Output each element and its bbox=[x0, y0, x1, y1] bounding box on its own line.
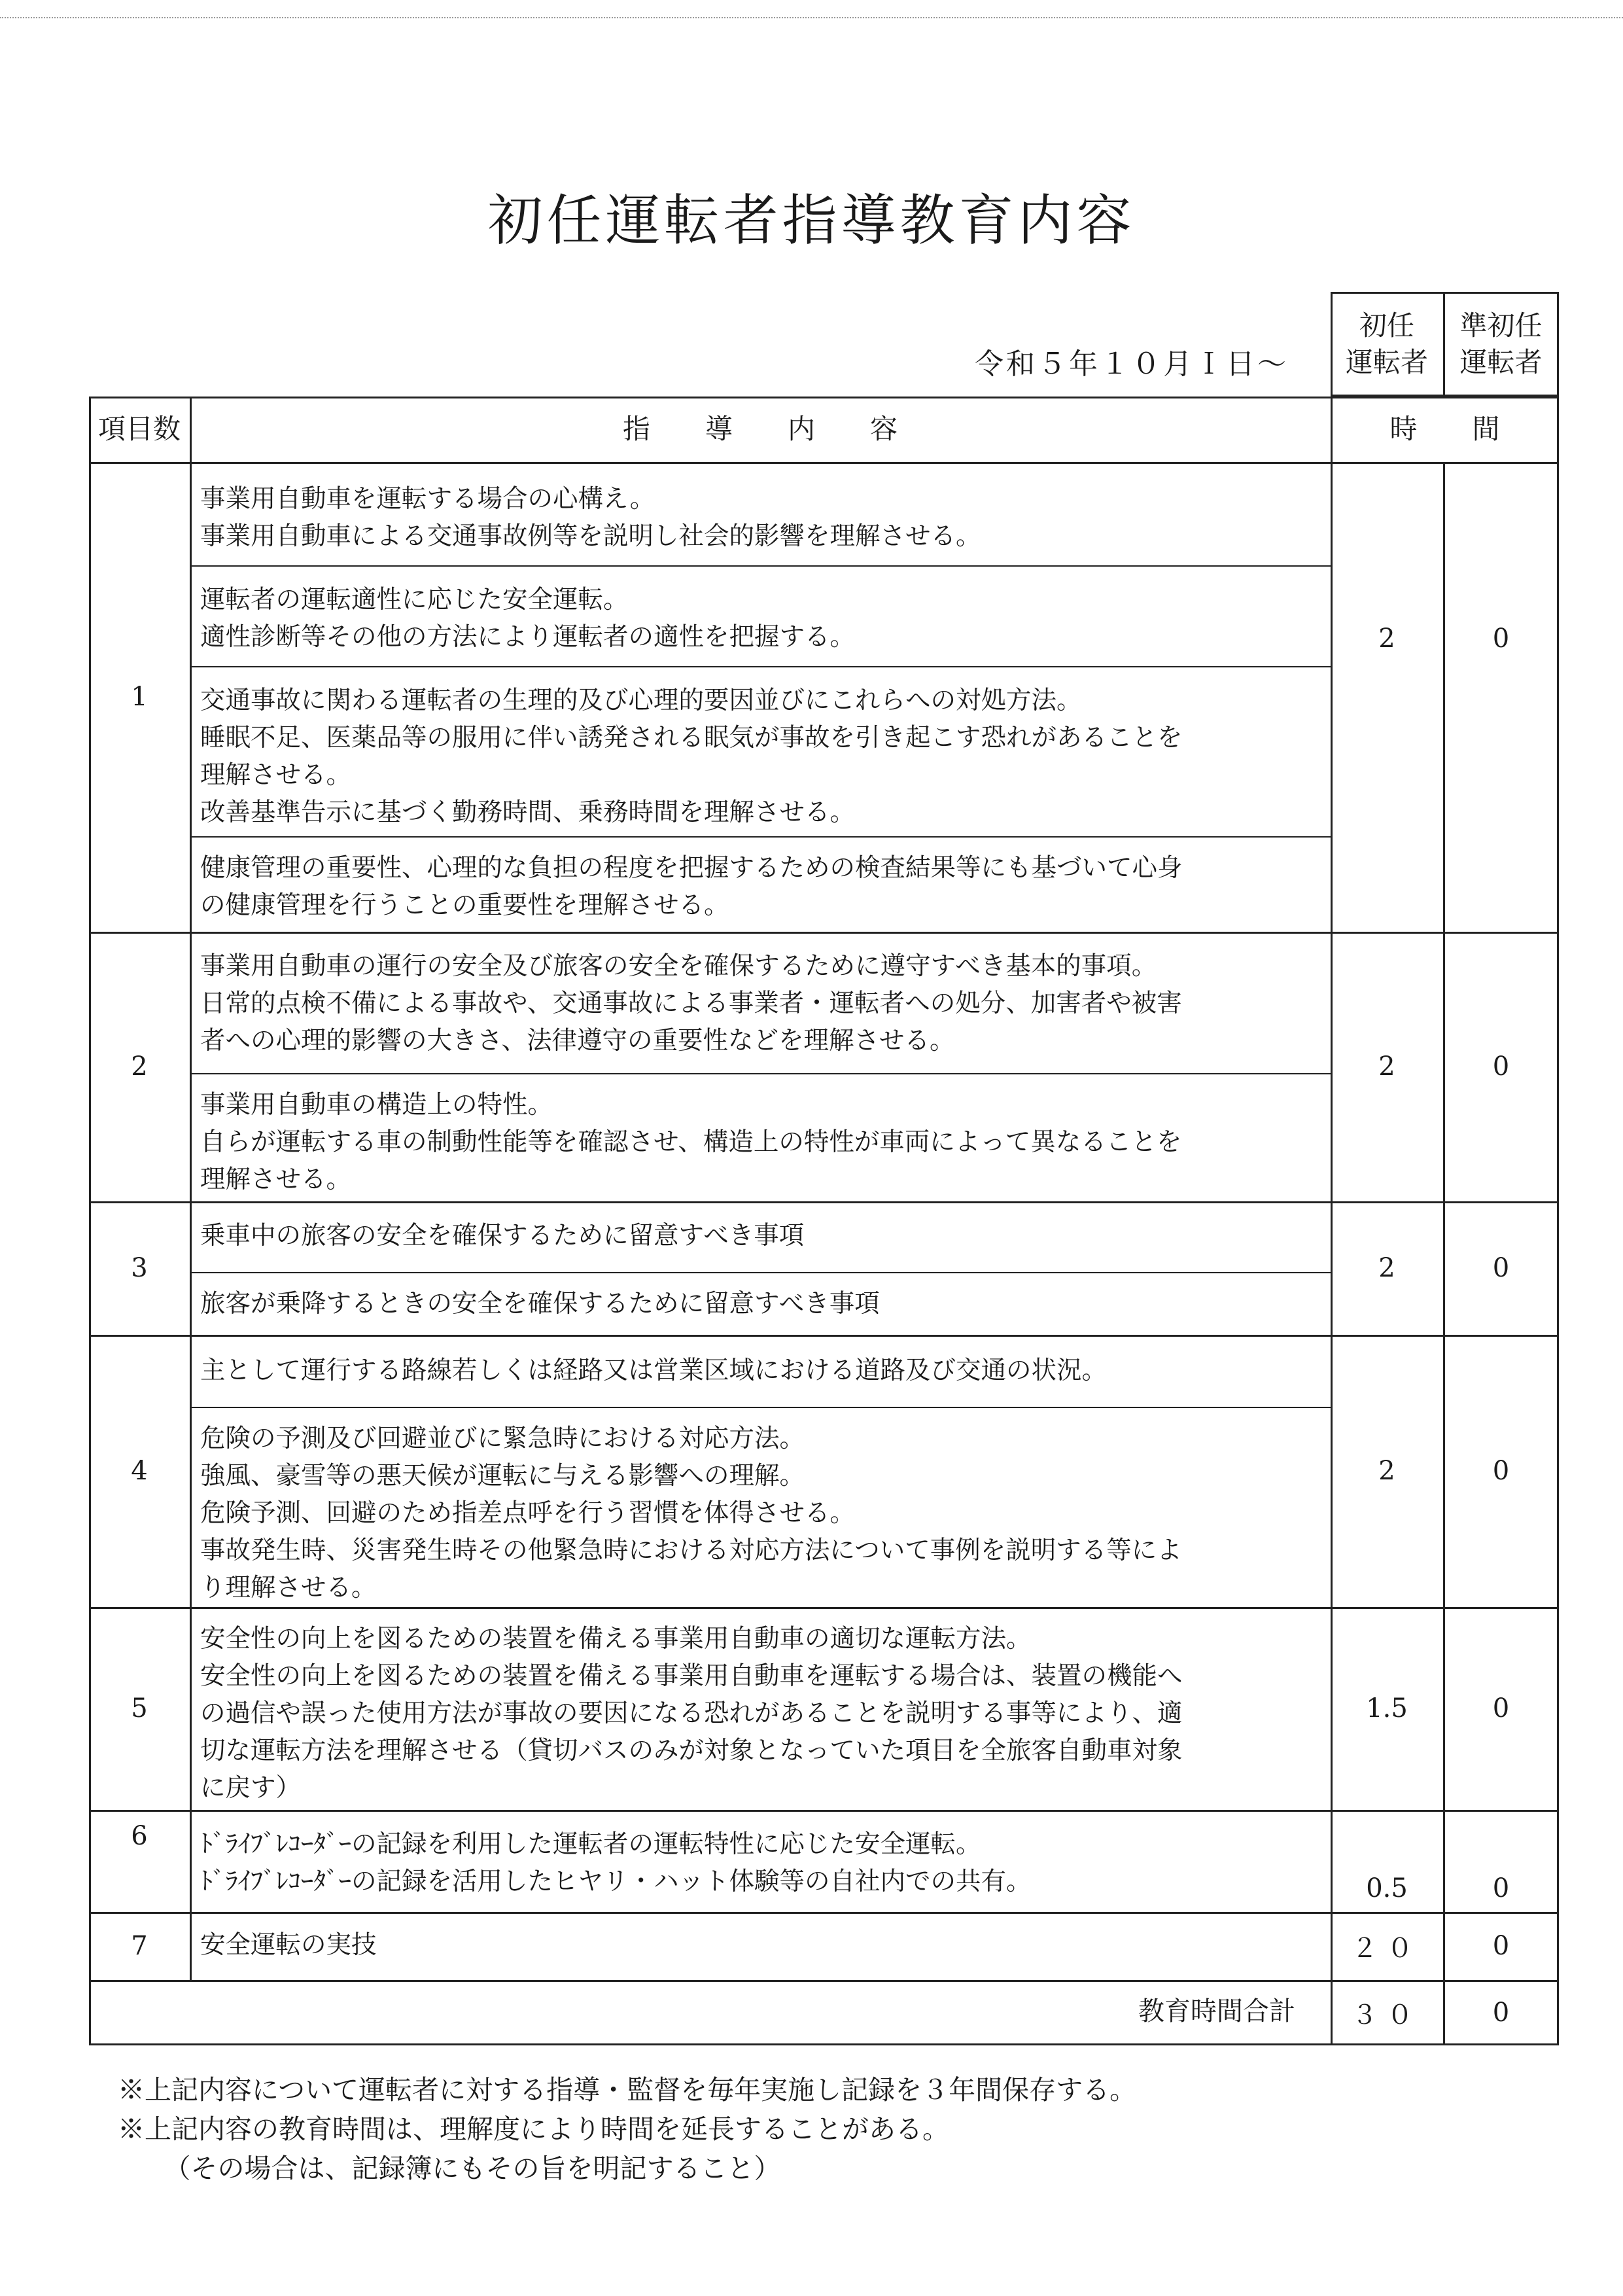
sub-divider-3a bbox=[190, 1272, 1331, 1273]
row6-item1: ﾄﾞﾗｲﾌﾞﾚｺｰﾀﾞｰの記録を利用した運転者の運転特性に応じた安全運転。 ﾄﾞﾗｲﾌﾞﾚｺｰﾀﾞｰの記録を活用したヒヤリ・ハット体験等の自社内での共有。 bbox=[200, 1829, 1032, 1896]
row5-item1: 安全性の向上を図るための装置を備える事業用自動車の適切な運転方法。 安全性の向上を図るための装置を備える事業用自動車を運転する場合は、装置の機能へ の過信や誤った使用方法が事故の要因になる恐れがあることを説明する事等により、適 切な運転方法を理解させる（貸切バスのみが対象となっていた項目を全旅客自動車対象 に戻す） bbox=[200, 1624, 1183, 1803]
total-shonin: ３０ bbox=[1352, 2000, 1422, 2030]
row-divider-5 bbox=[89, 1810, 1559, 1812]
header-content: 指 導 内 容 bbox=[622, 413, 898, 445]
row2-junshonin: 0 bbox=[1492, 1051, 1510, 1082]
row3-item2: 旅客が乗降するときの安全を確保するために留意すべき事項 bbox=[200, 1289, 880, 1318]
row7-no: 7 bbox=[131, 1931, 148, 1961]
footnote-3: （その場合は、記録簿にもその旨を明記すること） bbox=[150, 2153, 781, 2184]
row3-no: 3 bbox=[131, 1253, 148, 1283]
row2-item1: 事業用自動車の運行の安全及び旅客の安全を確保するために遵守すべき基本的事項。 日常的点検不備による事故や、交通事故による事業者・運転者への処分、加害者や被害 者への心理的影響の大きさ、法律遵守の重要性などを理解させる。 bbox=[200, 951, 1182, 1055]
sub-divider-4a bbox=[190, 1407, 1331, 1408]
row4-no: 4 bbox=[131, 1456, 148, 1486]
row4-item1: 主として運行する路線若しくは経路又は営業区域における道路及び交通の状況。 bbox=[200, 1356, 1108, 1385]
footnote-2: ※上記内容の教育時間は、理解度により時間を延長することがある。 bbox=[118, 2113, 949, 2145]
row4-item2: 危険の予測及び回避並びに緊急時における対応方法。 強風、豪雪等の悪天候が運転に与える影響への理解。 危険予測、回避のため指差点呼を行う習慣を体得させる。 事故発生時、災害発生時その他緊急時における対応方法について事例を説明する等によ り理解させる。 bbox=[200, 1424, 1182, 1602]
row5-junshonin: 0 bbox=[1492, 1693, 1510, 1723]
row3-item1: 乗車中の旅客の安全を確保するために留意すべき事項 bbox=[200, 1221, 805, 1250]
scan-top-edge bbox=[0, 17, 1623, 18]
row7-item1: 安全運転の実技 bbox=[200, 1930, 377, 1960]
sub-divider-1c bbox=[190, 836, 1331, 838]
effective-date: 令和５年１０月Ｉ日～ bbox=[975, 347, 1289, 381]
row1-item3: 交通事故に関わる運転者の生理的及び心理的要因並びにこれらへの対処方法。 睡眠不足、医薬品等の服用に伴い誘発される眠気が事故を引き起こす恐れがあることを 理解させる。 改善基準告示に基づく勤務時間、乗務時間を理解させる。 bbox=[200, 686, 1183, 827]
col-divider-no bbox=[190, 397, 192, 1980]
row1-item4: 健康管理の重要性、心理的な負担の程度を把握するための検査結果等にも基づいて心身 の健康管理を行うことの重要性を理解させる。 bbox=[200, 853, 1183, 920]
row4-shonin: 2 bbox=[1378, 1456, 1395, 1486]
row1-item2: 運転者の運転適性に応じた安全運転。 適性診断等その他の方法により運転者の適性を把握する。 bbox=[200, 585, 856, 652]
footnote-1: ※上記内容について運転者に対する指導・監督を毎年実施し記録を３年間保存する。 bbox=[118, 2074, 1137, 2106]
row2-no: 2 bbox=[131, 1051, 148, 1082]
sub-divider-1b bbox=[190, 666, 1331, 667]
header-item-no: 項目数 bbox=[97, 413, 181, 445]
row1-item1: 事業用自動車を運転する場合の心構え。 事業用自動車による交通事故例等を説明し社会的影響を理解させる。 bbox=[200, 484, 981, 551]
row6-no: 6 bbox=[131, 1821, 148, 1851]
header-time: 時 間 bbox=[1389, 413, 1500, 445]
row7-shonin: ２０ bbox=[1352, 1933, 1422, 1964]
row6-junshonin: 0 bbox=[1492, 1873, 1510, 1903]
row1-no: 1 bbox=[131, 682, 148, 712]
row1-shonin: 2 bbox=[1378, 624, 1395, 654]
sub-divider-1a bbox=[190, 565, 1331, 567]
row2-item2: 事業用自動車の構造上の特性。 自らが運転する車の制動性能等を確認させ、構造上の特性が車両によって異なることを 理解させる。 bbox=[200, 1090, 1182, 1194]
header-shonin: 初任 運転者 bbox=[1345, 309, 1428, 378]
row5-shonin: 1.5 bbox=[1366, 1693, 1408, 1723]
row7-junshonin: 0 bbox=[1492, 1931, 1510, 1961]
row3-shonin: 2 bbox=[1378, 1253, 1395, 1283]
row6-shonin: 0.5 bbox=[1366, 1873, 1408, 1903]
total-junshonin: 0 bbox=[1492, 1998, 1510, 2028]
total-label: 教育時間合計 bbox=[1138, 1996, 1295, 2026]
row5-no: 5 bbox=[131, 1693, 148, 1723]
document-title: 初任運転者指導教育内容 bbox=[487, 188, 1136, 253]
sub-divider-2a bbox=[190, 1073, 1331, 1074]
row4-junshonin: 0 bbox=[1492, 1456, 1510, 1486]
row2-shonin: 2 bbox=[1378, 1051, 1395, 1082]
row3-junshonin: 0 bbox=[1492, 1253, 1510, 1283]
row1-junshonin: 0 bbox=[1492, 624, 1510, 654]
header-junshonin: 準初任 運転者 bbox=[1459, 309, 1543, 378]
